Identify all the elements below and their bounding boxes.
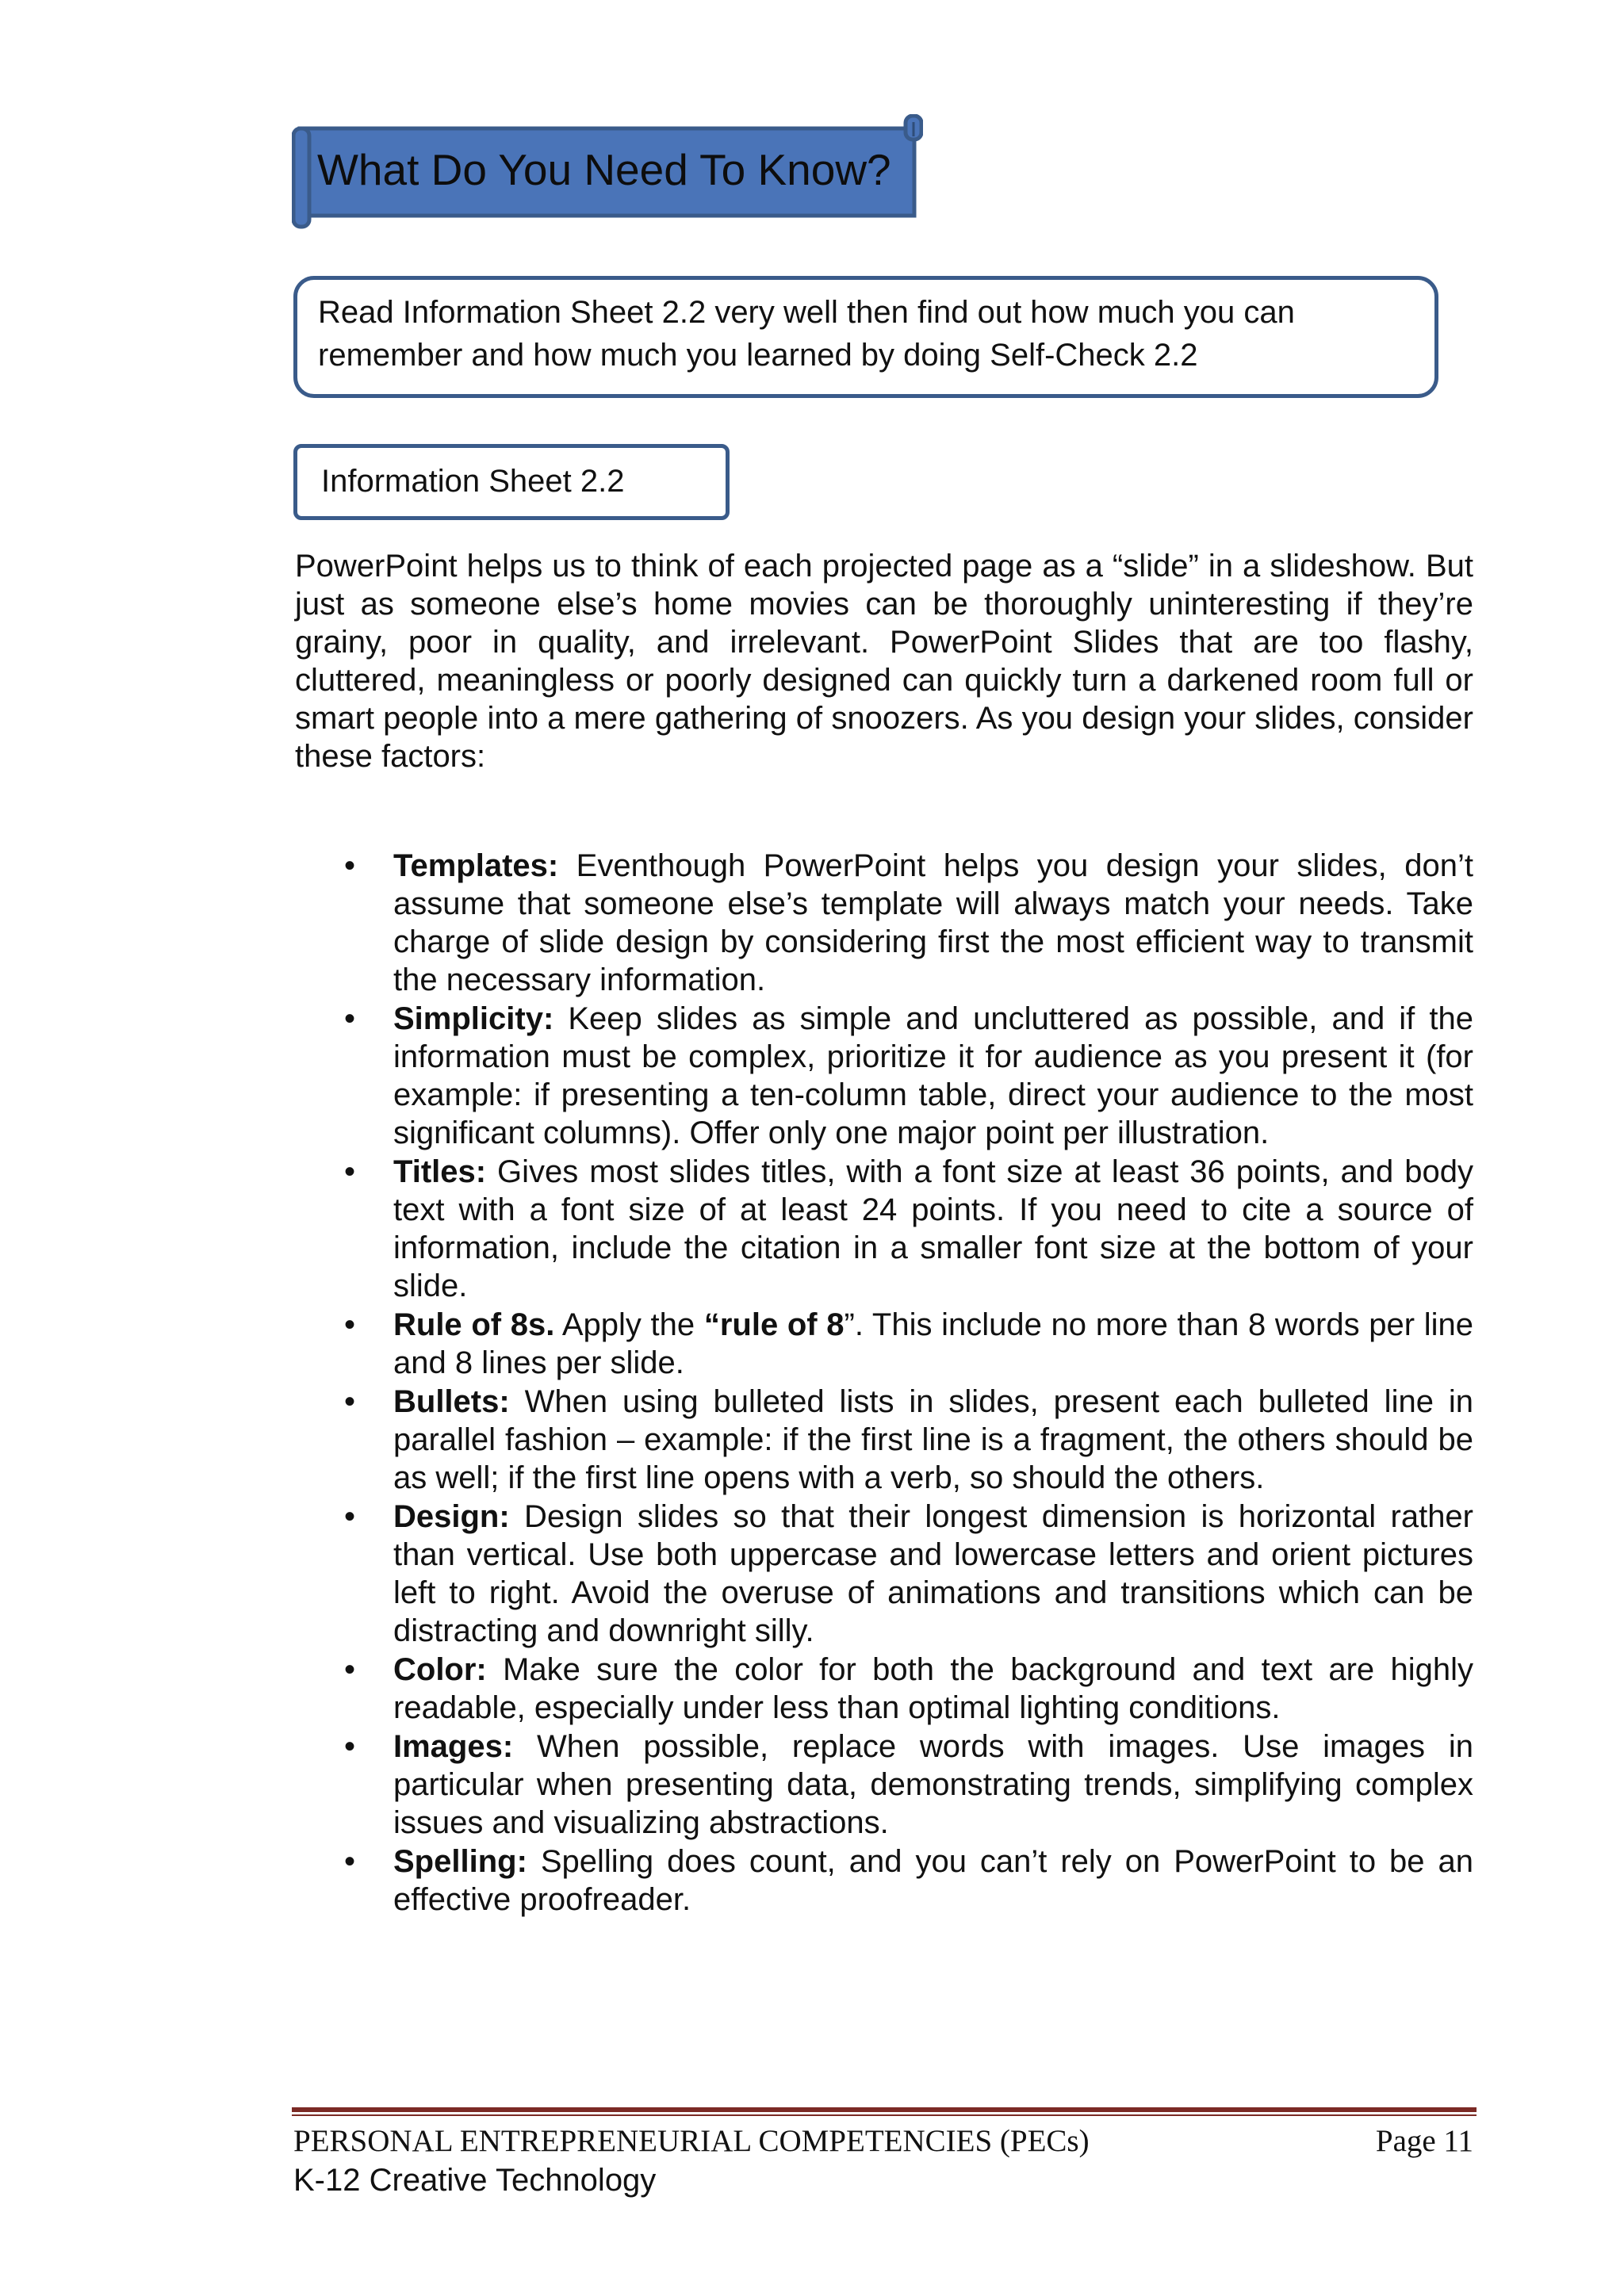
factor-text: Keep slides as simple and uncluttered as possible, and if the information must be complex, prioritize it for audience as you present it (for example: if presenting a ten-column table, direct your audience to the most significant columns). Offer only one major point per illustration. (393, 1001, 1473, 1150)
factor-term: Images: (393, 1729, 514, 1764)
bullet-icon: • (344, 1154, 356, 1189)
list-item (295, 1843, 1473, 1919)
factor-text: Apply the (554, 1307, 704, 1342)
footer-title: PERSONAL ENTREPRENEURIAL COMPETENCIES (PECs) (293, 2124, 1090, 2158)
factor-term: Templates: (393, 848, 559, 883)
bullet-icon: • (344, 1729, 356, 1764)
factor-text: Design slides so that their longest dimension is horizontal rather than vertical. Use both uppercase and lowercase letters and orient pictures left to right. Avoid the overuse of animations and transitions which can be distracting and downright silly. (393, 1499, 1473, 1648)
factor-text: Make sure the color for both the background and text are highly readable, especially under less than optimal lighting conditions. (393, 1652, 1473, 1725)
instruction-text (318, 291, 1412, 377)
factor-text: Eventhough PowerPoint helps you design your slides, don’t assume that someone else’s template will always match your needs. Take charge of slide design by considering first the most efficient way to transmit the necessary information. (393, 848, 1473, 997)
instruction-line: Read Information Sheet 2.2 very well then find out how much you can (318, 295, 1295, 330)
footer-divider (292, 2107, 1477, 2112)
footer-course: K-12 Creative Technology (293, 2163, 657, 2198)
factor-text: When using bulleted lists in slides, present each bulleted line in parallel fashion – example: if the first line is a fragment, the others should be as well; if the first line opens with a verb, so should the others. (393, 1384, 1473, 1495)
info-sheet-label-box (293, 444, 730, 520)
factor-term: Rule of 8s. (393, 1307, 555, 1342)
list-item (295, 1728, 1473, 1842)
page-number: Page 11 (1375, 2124, 1473, 2158)
list-item (295, 1153, 1473, 1305)
bullet-icon: • (344, 1652, 356, 1687)
list-item (295, 1651, 1473, 1727)
factor-term: Titles: (393, 1154, 487, 1189)
footer-divider-thin (292, 2114, 1477, 2116)
info-sheet-label: Information Sheet 2.2 (321, 464, 625, 499)
section-title-banner (292, 114, 923, 230)
bullet-icon: • (344, 1307, 356, 1342)
list-item (295, 1000, 1473, 1152)
factor-term: Simplicity: (393, 1001, 554, 1036)
factor-text: When possible, replace words with images. Use images in particular when presenting data, demonstrating trends, simplifying complex issues and visualizing abstractions. (393, 1729, 1473, 1840)
factor-term: Spelling: (393, 1844, 527, 1879)
list-item (295, 1306, 1473, 1382)
bullet-icon: • (344, 1844, 356, 1879)
bullet-icon: • (344, 1384, 356, 1419)
list-item (295, 1498, 1473, 1650)
bullet-icon: • (344, 848, 356, 883)
factor-term: Design: (393, 1499, 510, 1534)
factor-term: Bullets: (393, 1384, 510, 1419)
instruction-line: remember and how much you learned by doing Self-Check 2.2 (318, 338, 1198, 373)
bullet-icon: • (344, 1001, 356, 1036)
list-item (295, 1383, 1473, 1497)
instruction-box (293, 276, 1438, 398)
factor-term: Color: (393, 1652, 487, 1687)
intro-paragraph: PowerPoint helps us to think of each projected page as a “slide” in a slideshow. But just as someone else’s home movies can be thoroughly uninteresting if they’re grainy, poor in quality, and irrelevant. PowerPoint Slides that are too flashy, cluttered, meaningless or poorly designed can quickly turn a darkened room full or smart people into a mere gathering of snoozers. As you design your slides, consider these factors: (295, 549, 1473, 774)
factor-list (295, 847, 1473, 1919)
list-item (295, 847, 1473, 999)
factor-text-after: ”. This include no more than 8 words per line and 8 lines per slide. (393, 1307, 1474, 1380)
factor-text: Gives most slides titles, with a font size at least 36 points, and body text with a font size of at least 24 points. If you need to cite a source of information, include the citation in a smaller font size at the bottom of your slide. (393, 1154, 1473, 1303)
factor-text: Spelling does count, and you can’t rely on PowerPoint to be an effective proofreader. (393, 1844, 1473, 1917)
factor-emphasis: “rule of 8 (703, 1307, 845, 1342)
bullet-icon: • (344, 1499, 356, 1534)
page-title: What Do You Need To Know? (317, 145, 891, 194)
